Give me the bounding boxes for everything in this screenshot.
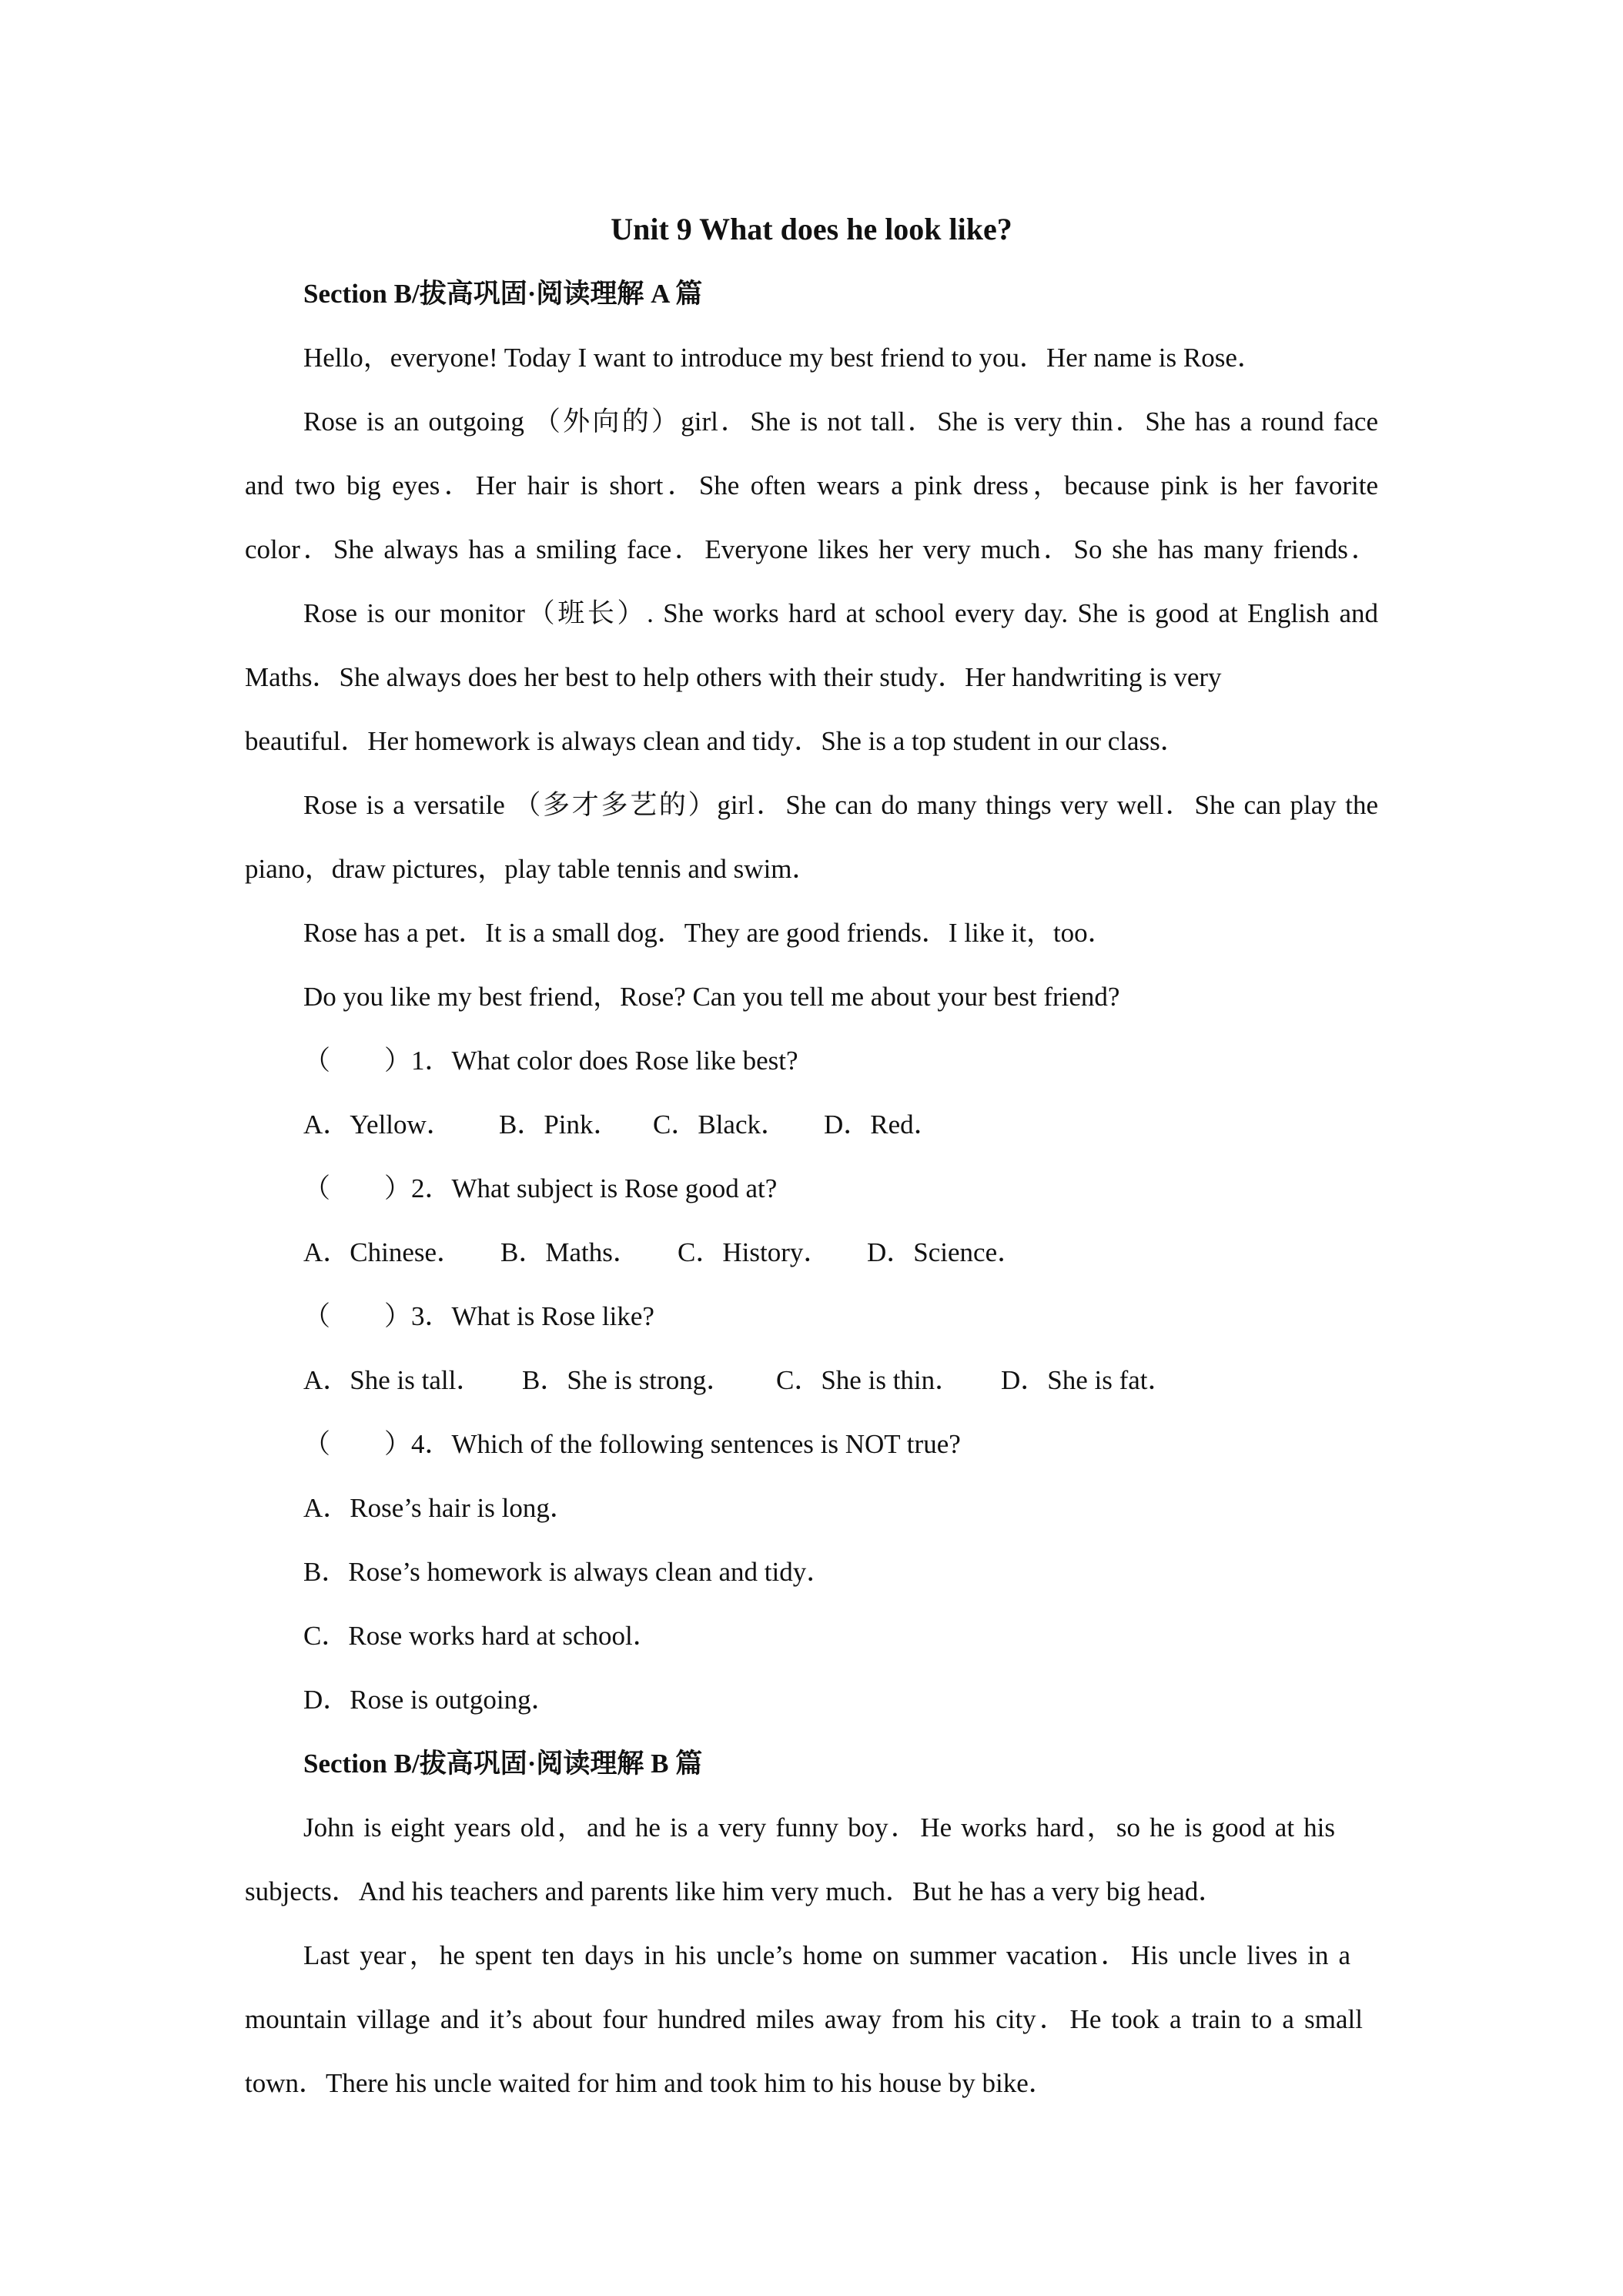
passage-a-line: Rose is a versatile （多才多艺的）girl．She can do many things very well．She can play the <box>303 790 1378 820</box>
option-a[interactable]: A．Yellow． <box>303 1110 453 1140</box>
option-d[interactable]: D．She is fat． <box>1001 1365 1175 1395</box>
question-4-stem: （ ）4．Which of the following sentences is NOT true? <box>303 1429 961 1459</box>
option-b[interactable]: B．Pink． <box>499 1110 621 1140</box>
option-c[interactable]: C．Black． <box>653 1110 788 1140</box>
passage-a-line: and two big eyes．Her hair is short．She often wears a pink dress，because pink is her favorite <box>245 470 1378 500</box>
passage-b-line: mountain village and it’s about four hundred miles away from his city．He took a train to a small <box>245 2004 1363 2034</box>
question-1-options <box>303 1111 941 1138</box>
question-2-stem: （ ）2．What subject is Rose good at? <box>303 1173 778 1203</box>
option-c[interactable]: C．She is thin． <box>776 1365 962 1395</box>
passage-a-line: Rose is an outgoing （外向的）girl．She is not tall．She is very thin．She has a round face <box>303 407 1378 437</box>
page-title: Unit 9 What does he look like? <box>611 212 1012 246</box>
question-3-options <box>303 1367 1175 1394</box>
option-b[interactable]: B．She is strong． <box>522 1365 734 1395</box>
passage-a-line: Do you like my best friend，Rose? Can you tell me about your best friend? <box>303 982 1120 1012</box>
section-b-heading: Section B/拔高巩固·阅读理解 B 篇 <box>303 1749 703 1779</box>
option-a[interactable]: A．Chinese． <box>303 1237 464 1267</box>
option-d[interactable]: D．Science． <box>867 1237 1025 1267</box>
question-2-options <box>303 1239 1024 1266</box>
passage-b-line: subjects．And his teachers and parents like him very much．But he has a very big head． <box>245 1876 1226 1906</box>
passage-a-line: Rose is our monitor（班长）. She works hard at school every day. She is good at English and <box>303 598 1378 628</box>
passage-a-line: Maths．She always does her best to help others with their study．Her handwriting is very <box>245 662 1222 692</box>
passage-a-line: beautiful．Her homework is always clean and tidy．She is a top student in our class． <box>245 726 1187 756</box>
option-c[interactable]: C．History． <box>678 1237 831 1267</box>
option-c[interactable]: C．Rose works hard at school． <box>303 1621 660 1651</box>
option-d[interactable]: D．Red． <box>824 1110 941 1140</box>
option-d[interactable]: D．Rose is outgoing． <box>303 1685 558 1715</box>
passage-a-line: color．She always has a smiling face．Everyone likes her very much．So she has many friends． <box>245 534 1378 564</box>
section-a-heading: Section B/拔高巩固·阅读理解 A 篇 <box>303 279 703 309</box>
passage-b-line: town．There his uncle waited for him and took him to his house by bike． <box>245 2068 1056 2098</box>
option-b[interactable]: B．Maths． <box>500 1237 640 1267</box>
passage-b-line: John is eight years old，and he is a very funny boy．He works hard，so he is good at his <box>303 1812 1335 1842</box>
question-3-stem: （ ）3．What is Rose like? <box>303 1301 654 1331</box>
passage-a-line: Rose has a pet．It is a small dog．They are good friends．I like it，too． <box>303 918 1115 948</box>
passage-a-line: piano，draw pictures，play table tennis and swim． <box>245 854 819 884</box>
passage-b-line: Last year，he spent ten days in his uncle’s home on summer vacation．His uncle lives in a <box>303 1940 1350 1970</box>
option-b[interactable]: B．Rose’s homework is always clean and tidy． <box>303 1557 834 1587</box>
option-a[interactable]: A．She is tall． <box>303 1365 484 1395</box>
passage-a-line: Hello，everyone! Today I want to introduce my best friend to you．Her name is Rose． <box>303 343 1264 373</box>
option-a[interactable]: A．Rose’s hair is long． <box>303 1493 577 1523</box>
question-1-stem: （ ）1．What color does Rose like best? <box>303 1046 798 1076</box>
